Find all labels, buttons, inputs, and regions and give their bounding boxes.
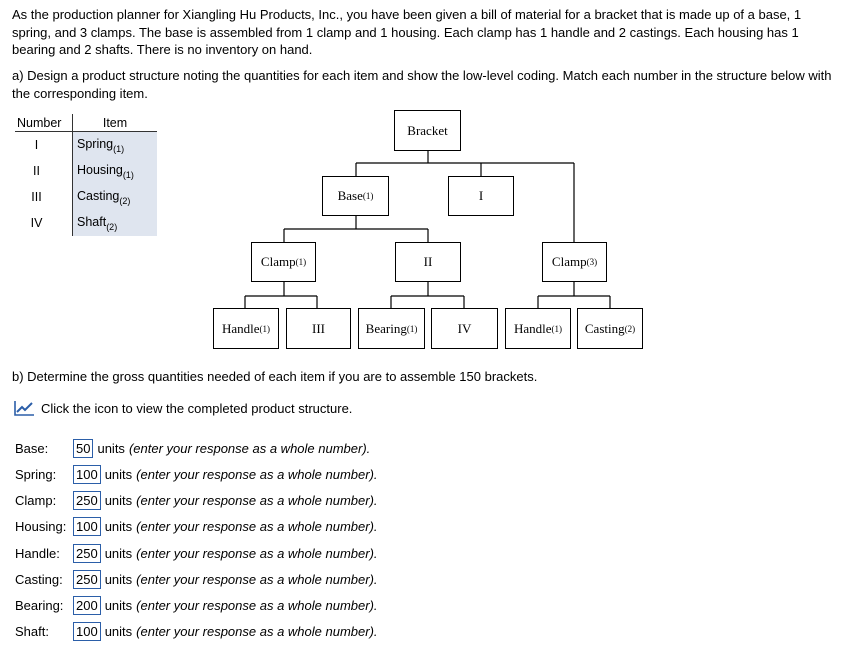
answer-label: Housing: [15,518,67,534]
answer-hint: (enter your response as a whole number). [136,545,378,561]
part-a-prompt: a) Design a product structure noting the quantities for each item and show the low-level coding. Match each number in the structure below with the corresponding item. [12,68,832,101]
base-answer-input[interactable]: 50 [73,439,93,458]
table-row [15,132,157,159]
answer-hint: (enter your response as a whole number). [128,440,371,456]
row-number: I [15,132,73,159]
units-label: units [97,440,125,456]
node-clamp-left: Clamp (1) [251,242,316,282]
answer-hint: (enter your response as a whole number). [136,518,378,534]
node-bracket: Bracket [394,110,461,151]
table-row [15,184,157,210]
answer-row-bearing [15,595,378,615]
row-number: IV [15,210,73,236]
answer-row-casting [15,569,378,589]
spring-answer-input[interactable]: 100 [73,465,101,484]
icon-row [13,399,352,417]
answer-row-spring [15,464,378,484]
problem-statement: As the production planner for Xiangling Hu Products, Inc., you have been given a bill of material for a bracket that is made up of a base, 1 spring, and 3 clamps. The base is assembled from 1 clamp and 1 housing. Each clamp has 1 handle and 2 castings. Each housing has 1 bearing and 2 shafts. There is no inventory on hand. [12,7,802,57]
row-item-select[interactable] [73,132,158,159]
units-label: units [104,545,133,561]
node-level3-unknown: III [286,308,351,349]
answer-hint: (enter your response as a whole number). [136,597,378,613]
row-item-qty: (1) [122,169,134,180]
answer-hint: (enter your response as a whole number). [136,466,378,482]
answer-label: Bearing: [15,597,64,613]
answer-row-housing [15,516,378,536]
row-item-qty: (2) [106,221,118,232]
item-column-header: Item [73,114,158,132]
row-number: III [15,184,73,210]
node-casting: Casting (2) [577,308,643,349]
housing-answer-input[interactable]: 100 [73,517,101,536]
answer-label: Shaft: [15,623,49,639]
row-item-select[interactable] [73,184,158,210]
row-item-select[interactable] [73,210,158,236]
answer-label: Clamp: [15,492,57,508]
units-label: units [104,597,133,613]
shaft-answer-input[interactable]: 100 [73,622,101,641]
table-row [15,210,157,236]
units-label: units [104,492,133,508]
match-table [15,114,157,236]
node-level1-unknown: I [448,176,514,216]
node-handle-left: Handle (1) [213,308,279,349]
answer-row-shaft [15,621,378,641]
answer-label: Spring: [15,466,57,482]
row-item-qty: (1) [113,143,125,154]
row-item-qty: (2) [119,195,131,206]
answer-label: Base: [15,440,49,456]
row-number: II [15,158,73,184]
node-bearing: Bearing (1) [358,308,425,349]
row-item-name: Spring [77,136,114,151]
answer-hint: (enter your response as a whole number). [136,571,378,587]
bearing-answer-input[interactable]: 200 [73,596,101,615]
part-b-prompt: b) Determine the gross quantities needed of each item if you are to assemble 150 brackets. [12,369,538,384]
answer-label: Casting: [15,571,63,587]
number-column-header: Number [15,114,73,132]
row-item-name: Housing [77,162,123,177]
node-level2-unknown: II [395,242,461,282]
units-label: units [104,518,133,534]
answer-hint: (enter your response as a whole number). [136,492,378,508]
row-item-name: Casting [77,188,120,203]
answer-row-base [15,438,370,458]
answer-row-handle [15,543,378,563]
units-label: units [104,571,133,587]
answer-label: Handle: [15,545,60,561]
clamp-answer-input[interactable]: 250 [73,491,101,510]
chart-icon[interactable] [13,399,35,417]
answer-row-clamp [15,490,378,510]
handle-answer-input[interactable]: 250 [73,544,101,563]
node-level3-unknown-iv: IV [431,308,498,349]
node-handle-right: Handle (1) [505,308,571,349]
units-label: units [104,623,133,639]
table-row [15,158,157,184]
units-label: units [104,466,133,482]
casting-answer-input[interactable]: 250 [73,570,101,589]
row-item-select[interactable] [73,158,158,184]
node-clamp-right: Clamp (3) [542,242,607,282]
node-base: Base (1) [322,176,389,216]
row-item-name: Shaft [77,214,107,229]
icon-instruction: Click the icon to view the completed product structure. [41,400,353,416]
answer-hint: (enter your response as a whole number). [136,623,378,639]
